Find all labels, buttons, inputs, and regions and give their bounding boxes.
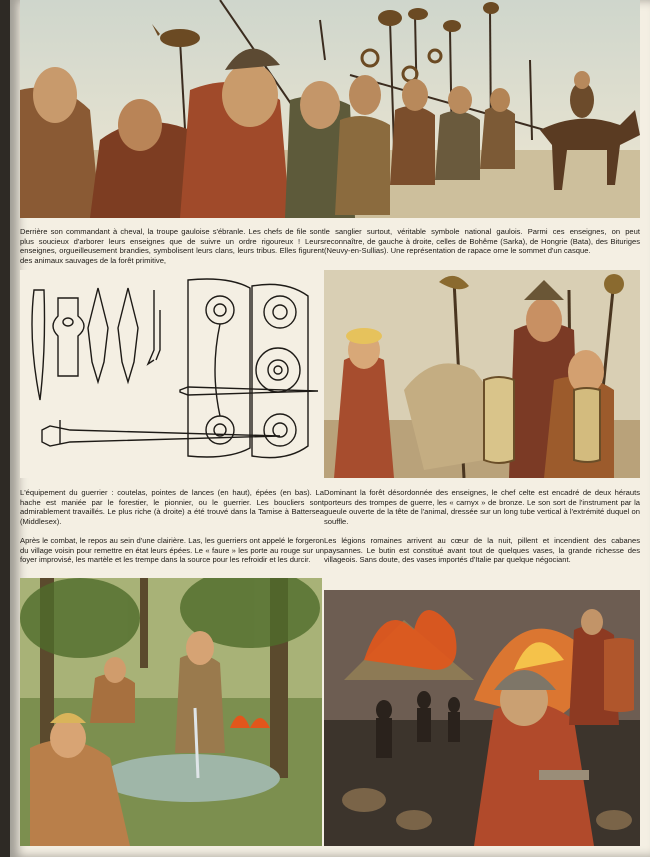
illustration-gallic-troop [20, 0, 640, 218]
caption-standards: le sanglier surtout, véritable symbole national gaulois. Parmi ces enseignes, on peut reconnaître, de gauche à droite, celles de Bohême (Sarka), de Hongrie (Bata), des Bituriges (Neuvy-en-Sullias). Une représentation de rapace orne le sommet d'un casque. [324, 227, 640, 256]
caption-gallic-troop: Derrière son commandant à cheval, la troupe gauloise s'ébranle. Les chefs de file sont plus soucieux d'arborer leurs enseignes que de suivre un ordre rigoureux ! Leurs enseignes, orgueilleusement brandies, symbolisent leurs clans, leurs tribus. Elles figurent des animaux sauvages de la forêt primitive, [20, 227, 324, 265]
caption-roman-legions: Les légions romaines arrivent au cœur de la nuit, pillent et incendient des cabanes paysannes. Le butin est constitué avant tout de quelques vases, la grande richesse des villageois. Sans doute, des vases importés d'Italie par quelque négociant. [324, 536, 640, 565]
caption-celtic-chief: Dominant la forêt désordonnée des enseignes, le chef celte est encadré de deux hérauts porteurs des trompes de guerre, les « carnyx » de bronze. Le son sort de l'instrument par la gueule ouverte de la tête de l'animal, dressée sur un long tube vertical à l'extrémité duquel on souffle. [324, 488, 640, 526]
caption-blacksmith: Après le combat, le repos au sein d'une clairière. Las, les guerriers ont appelé le forgeron du village voisin pour remettre en état leurs épées. Le « faure » les porte au rouge sur un foyer improvisé, les martèle et les trempe dans la source pour les refroidir et les durcir. [20, 536, 324, 565]
illustration-warrior-equipment [20, 270, 324, 478]
illustration-blacksmith [20, 578, 322, 846]
book-page [10, 0, 650, 857]
caption-warrior-equipment: L'équipement du guerrier : coutelas, pointes de lances (en haut), épées (en bas). La hache est maniée par le forestier, le pionnier, ou le guerrier. Les boucliers sont admirablement travaillés. Le plus riche (à droite) a été trouvé dans la Tamise à Battersea (Middlesex). [20, 488, 324, 526]
illustration-roman-legions [324, 590, 640, 846]
illustration-celtic-chief [324, 270, 640, 478]
